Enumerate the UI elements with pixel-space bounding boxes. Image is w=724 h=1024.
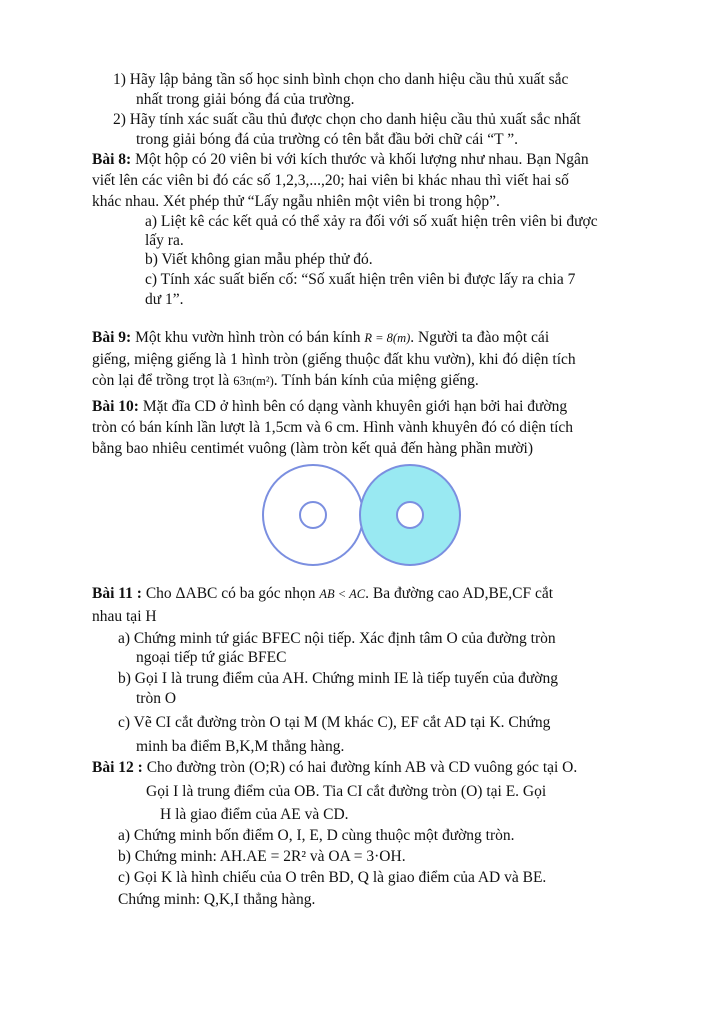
- bai12-line-1: [92, 758, 577, 777]
- bai12-line-2: Gọi I là trung điểm của OB. Tia CI cắt đường tròn (O) tại E. Gọi: [146, 783, 547, 800]
- q-item-1-line-2: nhất trong giải bóng đá của trường.: [136, 91, 355, 108]
- bai8-label: Bài 8:: [92, 151, 132, 168]
- bai10-line-2: tròn có bán kính lần lượt là 1,5cm và 6 cm. Hình vành khuyên đó có diện tích: [92, 419, 574, 436]
- bai9-text-3a: còn lại để trồng trọt là: [92, 372, 230, 389]
- bai11-text-1b: . Ba đường cao AD,BE,CF cắt: [365, 585, 554, 602]
- cd-filled-inner-circle: [397, 502, 423, 528]
- bai11-a-line-2: ngoại tiếp tứ giác BFEC: [136, 649, 287, 666]
- bai9-label: Bài 9:: [92, 329, 132, 346]
- bai9-line-3: [92, 371, 479, 391]
- bai8-text-1: Một hộp có 20 viên bi với kích thước và khối lượng như nhau. Bạn Ngân: [135, 151, 589, 168]
- bai11-text-1a: Cho ΔABC có ba góc nhọn: [145, 585, 316, 602]
- bai11-c-line-2: minh ba điểm B,K,M thẳng hàng.: [136, 738, 345, 755]
- bai12-line-3: H là giao điểm của AE và CD.: [160, 806, 349, 823]
- bai8-c-line-2: dư 1”.: [145, 291, 184, 308]
- bai8-line-3: khác nhau. Xét phép thử “Lấy ngẫu nhiên một viên bi trong hộp”.: [92, 193, 500, 210]
- cd-figure: [0, 460, 724, 580]
- q-item-2-line-1: 2) Hãy tính xác suất cầu thủ được chọn cho danh hiệu cầu thủ xuất sắc nhất: [113, 111, 581, 128]
- bai11-line-1: [92, 584, 553, 604]
- bai8-a-line-1: a) Liệt kê các kết quả có thể xảy ra đối với số xuất hiện trên viên bi được: [145, 213, 598, 230]
- bai9-line-2: giếng, miệng giếng là 1 hình tròn (giếng thuộc đất khu vườn), khi đó diện tích: [92, 351, 576, 368]
- bai8-c-line-1: c) Tính xác suất biến cố: “Số xuất hiện trên viên bi được lấy ra chia 7: [145, 271, 576, 288]
- bai10-label: Bài 10:: [92, 398, 139, 415]
- bai11-c-line-1: c) Vẽ CI cắt đường tròn O tại M (M khác C), EF cắt AD tại K. Chứng: [118, 714, 551, 731]
- bai11-ineq-math: AB < AC: [319, 587, 366, 601]
- bai11-b-line-2: tròn O: [136, 690, 177, 707]
- bai10-line-3: bằng bao nhiêu centimét vuông (làm tròn kết quả đến hàng phần mười): [92, 440, 534, 457]
- bai9-radius-math: R = 8(m): [364, 331, 411, 345]
- cd-filled: [360, 465, 460, 565]
- bai11-a-line-1: a) Chứng minh tứ giác BFEC nội tiếp. Xác định tâm O của đường tròn: [118, 630, 556, 647]
- bai8-line-1: [92, 150, 589, 169]
- bai12-c: c) Gọi K là hình chiếu của O trên BD, Q là giao điểm của AD và BE.: [118, 869, 547, 886]
- bai8-a-line-2: lấy ra.: [145, 232, 184, 249]
- bai12-d: Chứng minh: Q,K,I thẳng hàng.: [118, 891, 316, 908]
- bai12-label: Bài 12 :: [92, 759, 143, 776]
- cd-outline-inner-circle: [300, 502, 326, 528]
- bai8-b: b) Viết không gian mẫu phép thử đó.: [145, 251, 373, 268]
- bai10-line-1: [92, 397, 567, 416]
- bai8-line-2: viết lên các viên bi đó các số 1,2,3,...,20; hai viên bi khác nhau thì viết hai số: [92, 172, 569, 189]
- bai11-line-2: nhau tại H: [92, 608, 157, 625]
- bai9-text-1b: . Người ta đào một cái: [410, 329, 550, 346]
- bai10-text-1: Mặt đĩa CD ở hình bên có dạng vành khuyên giới hạn bởi hai đường: [142, 398, 568, 415]
- cd-outline: [263, 465, 363, 565]
- bai9-text-1a: Một khu vườn hình tròn có bán kính: [135, 329, 361, 346]
- bai9-area-math: 63π(m²): [233, 374, 274, 388]
- q-item-2-line-2: trong giải bóng đá của trường có tên bắt đầu bởi chữ cái “T ”.: [136, 131, 518, 148]
- bai11-b-line-1: b) Gọi I là trung điểm của AH. Chứng minh IE là tiếp tuyến của đường: [118, 670, 558, 687]
- bai12-b: b) Chứng minh: AH.AE = 2R² và OA = 3·OH.: [118, 848, 406, 865]
- bai9-line-1: [92, 328, 549, 348]
- bai11-label: Bài 11 :: [92, 585, 142, 602]
- q-item-1-line-1: 1) Hãy lập bảng tần số học sinh bình chọn cho danh hiệu cầu thủ xuất sắc: [113, 71, 569, 88]
- bai12-a: a) Chứng minh bốn điểm O, I, E, D cùng thuộc một đường tròn.: [118, 827, 515, 844]
- bai12-text-1: Cho đường tròn (O;R) có hai đường kính AB và CD vuông góc tại O.: [146, 759, 578, 776]
- cd-outline-outer-circle: [263, 465, 363, 565]
- bai9-text-3b: . Tính bán kính của miệng giếng.: [273, 372, 479, 389]
